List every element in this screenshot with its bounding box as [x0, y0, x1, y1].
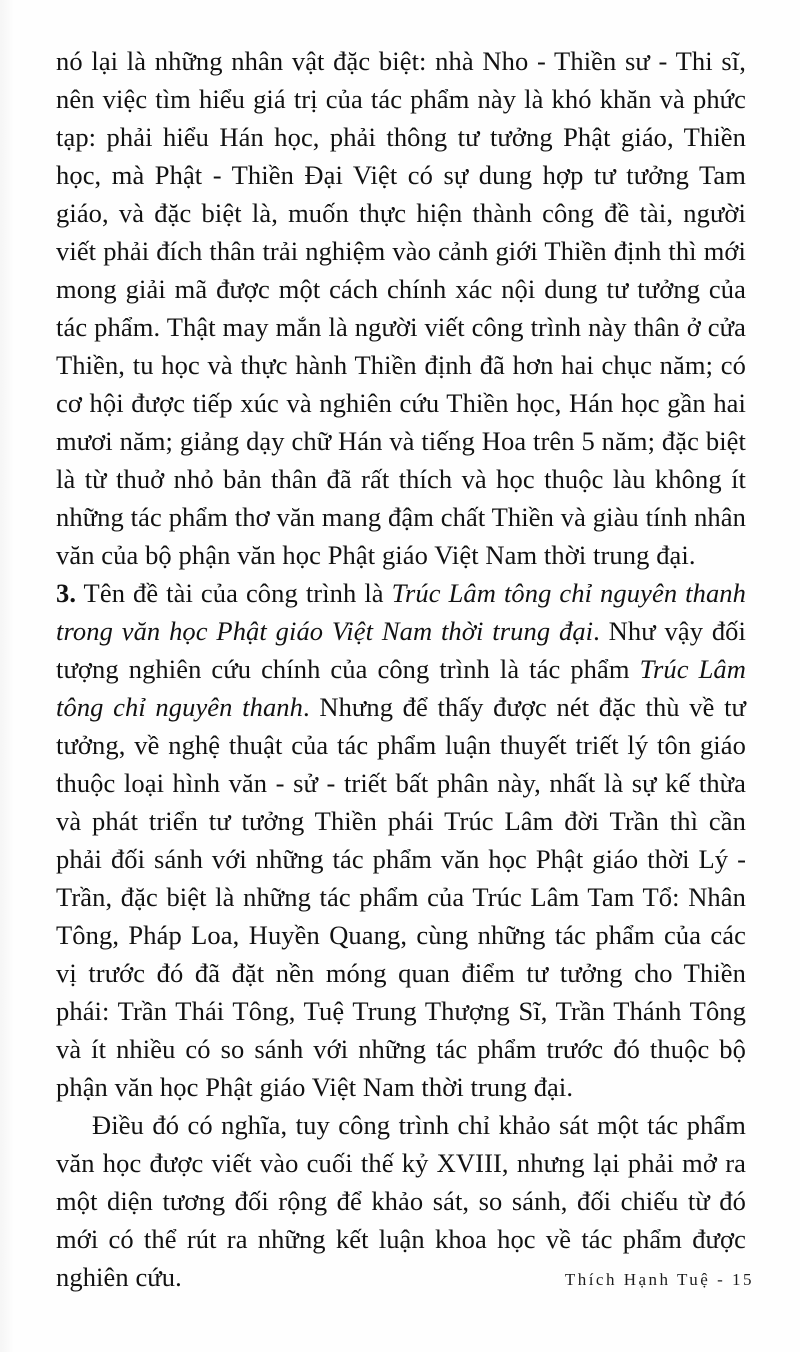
text-segment-italic: Trúc Lâm tông chỉ nguyên thanh trong văn học Phật giáo Việt Nam thời trung đại — [56, 578, 746, 646]
running-footer-text: Thích Hạnh Tuệ - 15 — [564, 1270, 754, 1289]
text-segment-normal: nó lại là những nhân vật đặc biệt: nhà Nho - Thiền sư - Thi sĩ, nên việc tìm hiểu giá trị của tác phẩm này là khó khăn và phức tạp: phải hiểu Hán học, phải thông tư tưởng Phật giáo, Thiền học, mà Phật - Thiền Đại Việt có sự dung hợp tư tưởng Tam giáo, và đặc biệt là, muốn thực hiện thành công đề tài, người viết phải đích thân trải nghiệm vào cảnh giới Thiền định thì mới mong giải mã được một cách chính xác nội dung tư tưởng của tác phẩm. Thật may mắn là người viết công trình này thân ở cửa Thiền, tu học và thực hành Thiền định đã hơn hai chục năm; có cơ hội được tiếp xúc và nghiên cứu Thiền học, Hán học gần hai mươi năm; giảng dạy chữ Hán và tiếng Hoa trên 5 năm; đặc biệt là từ thuở nhỏ bản thân đã rất thích và học thuộc làu không ít những tác phẩm thơ văn mang đậm chất Thiền và giàu tính nhân văn của bộ phận văn học Phật giáo Việt Nam thời trung đại. — [56, 46, 746, 570]
page-body — [56, 42, 746, 1296]
para-section-3 — [56, 574, 746, 1106]
text-segment-normal: Tên đề tài của công trình là — [76, 578, 392, 608]
page-footer — [565, 1268, 754, 1292]
text-segment-normal: Điều đó có nghĩa, tuy công trình chỉ khảo sát một tác phẩm văn học được viết vào cuối thế kỷ XVIII, nhưng lại phải mở ra một diện tương đối rộng để khảo sát, so sánh, đối chiếu từ đó mới có thể rút ra những kết luận khoa học về tác phẩm được nghiên cứu. — [56, 1110, 746, 1292]
text-segment-italic: Trúc Lâm tông chỉ nguyên thanh — [56, 654, 746, 722]
text-segment-normal: . Nhưng để thấy được nét đặc thù về tư tưởng, về nghệ thuật của tác phẩm luận thuyết triết lý tôn giáo thuộc loại hình văn - sử - triết bất phân này, nhất là sự kế thừa và phát triển tư tưởng Thiền phái Trúc Lâm đời Trần thì cần phải đối sánh với những tác phẩm văn học Phật giáo thời Lý - Trần, đặc biệt là những tác phẩm của Trúc Lâm Tam Tổ: Nhân Tông, Pháp Loa, Huyền Quang, cùng những tác phẩm của các vị trước đó đã đặt nền móng quan điểm tư tưởng cho Thiền phái: Trần Thái Tông, Tuệ Trung Thượng Sĩ, Trần Thánh Tông và ít nhiều có so sánh với những tác phẩm trước đó thuộc bộ phận văn học Phật giáo Việt Nam thời trung đại. — [56, 692, 746, 1102]
para-continuation — [56, 42, 746, 574]
text-segment-bold: 3. — [56, 578, 77, 608]
text-segment-normal: . Như vậy đối tượng nghiên cứu chính của công trình là tác phẩm — [56, 616, 746, 684]
